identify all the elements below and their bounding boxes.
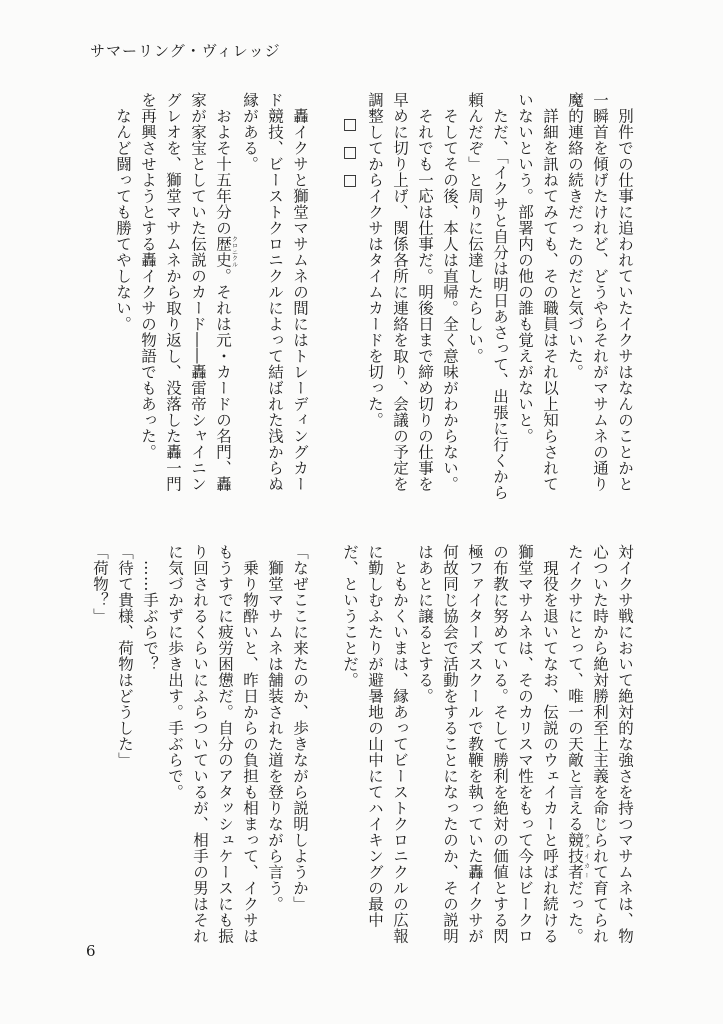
paragraph: なんど闘っても勝てやしない。 [114, 107, 132, 332]
paragraph: そしてその後、本人は直帰。全く意味がわからない。 [441, 107, 459, 492]
paragraph: 獅堂マサムネは舗装された道を登りながら言う。 [266, 559, 284, 912]
paragraph-with-ruby: およそ十五年分の歴史クロニクル。それは元・カードの名門、轟家が家宝としていた伝説のカード――轟雷帝シャイニングレオを、獅堂マサムネから取り返し、没落した轟一門を再興させようとする轟イクサの物語でもあった。 [139, 92, 238, 492]
paragraph: ともかくいまは、縁あってビーストクロニクルの広報に勤しむふたりが避暑地の山中にてハイキングの最中だ、ということだ。 [341, 544, 409, 944]
dialogue-line: 「待て貴様、荷物はどうした」 [116, 544, 134, 768]
dialogue-line: 「なぜここに来たのか、歩きながら説明しようか」 [291, 544, 309, 912]
paragraph: 現役を退いてなお、伝説のウェイカーと呼ばれ続ける獅堂マサムネは、そのカリスマ性をもって今はビークロの布教に努めている。そして勝利を絶対の価値とする閃極ファイターズスクールで教鞭を執っていた轟イクサが何故同じ協会で活動をすることになったのか、その説明はあとに譲るとする。 [416, 544, 559, 944]
ruby-annotation: 競技者ウェイカー [566, 832, 590, 880]
paragraph: それでも一応は仕事だ。明後日まで締め切りの仕事を早めに切り上げ、関係各所に連絡を取り、会議の予定を調整してからイクサはタイムカードを切った。 [366, 92, 434, 492]
paragraph: 乗り物酔いと、昨日からの負担も相まって、イクサはもうすでに疲労困憊だ。自分のアタッシュケースにも振り回されるくらいにふらついているが、相手の男はそれに気づかずに歩き出す。手ぶらで。 [166, 544, 259, 944]
text-column-bottom [81, 544, 637, 954]
paragraph: 轟イクサと獅堂マサムネの間にはトレーディングカード競技、ビーストクロニクルによって結ばれた浅からぬ縁がある。 [241, 92, 309, 492]
blank-line [312, 544, 337, 954]
page-number: 6 [86, 942, 96, 960]
section-break: □□□ [341, 115, 359, 200]
dialogue-line: 「荷物？」 [91, 544, 109, 624]
paragraph: 別件での仕事に追われていたイクサはなんのことかと一瞬首を傾げたけれど、どうやらそれがマサムネの通り魔的連絡の続きだったのだと気づいた。 [566, 92, 634, 492]
paragraph-with-ruby: 対イクサ戦において絶対的な強さを持つマサムネは、物心ついた時から絶対勝利至上主義を命じられて育てられたイクサにとって、唯一の天敵と言える競技者ウェイカーだった。 [566, 544, 634, 944]
text-column-top [81, 92, 637, 504]
paragraph: ただ、「イクサと自分は明日あさって、出張に行くから頼んだぞ」と周りに伝達したらしい。 [466, 92, 509, 500]
paragraph: 詳細を訊ねてみても、その職員はそれ以上知らされていないという。部署内の他の誰も覚えがないと。 [516, 92, 559, 492]
running-head-title: サマーリング・ヴィレッジ [90, 42, 281, 60]
ruby-annotation: 歴史クロニクル [214, 235, 238, 268]
paragraph: ……手ぶらで？ [141, 559, 159, 672]
blank-line [312, 92, 337, 504]
